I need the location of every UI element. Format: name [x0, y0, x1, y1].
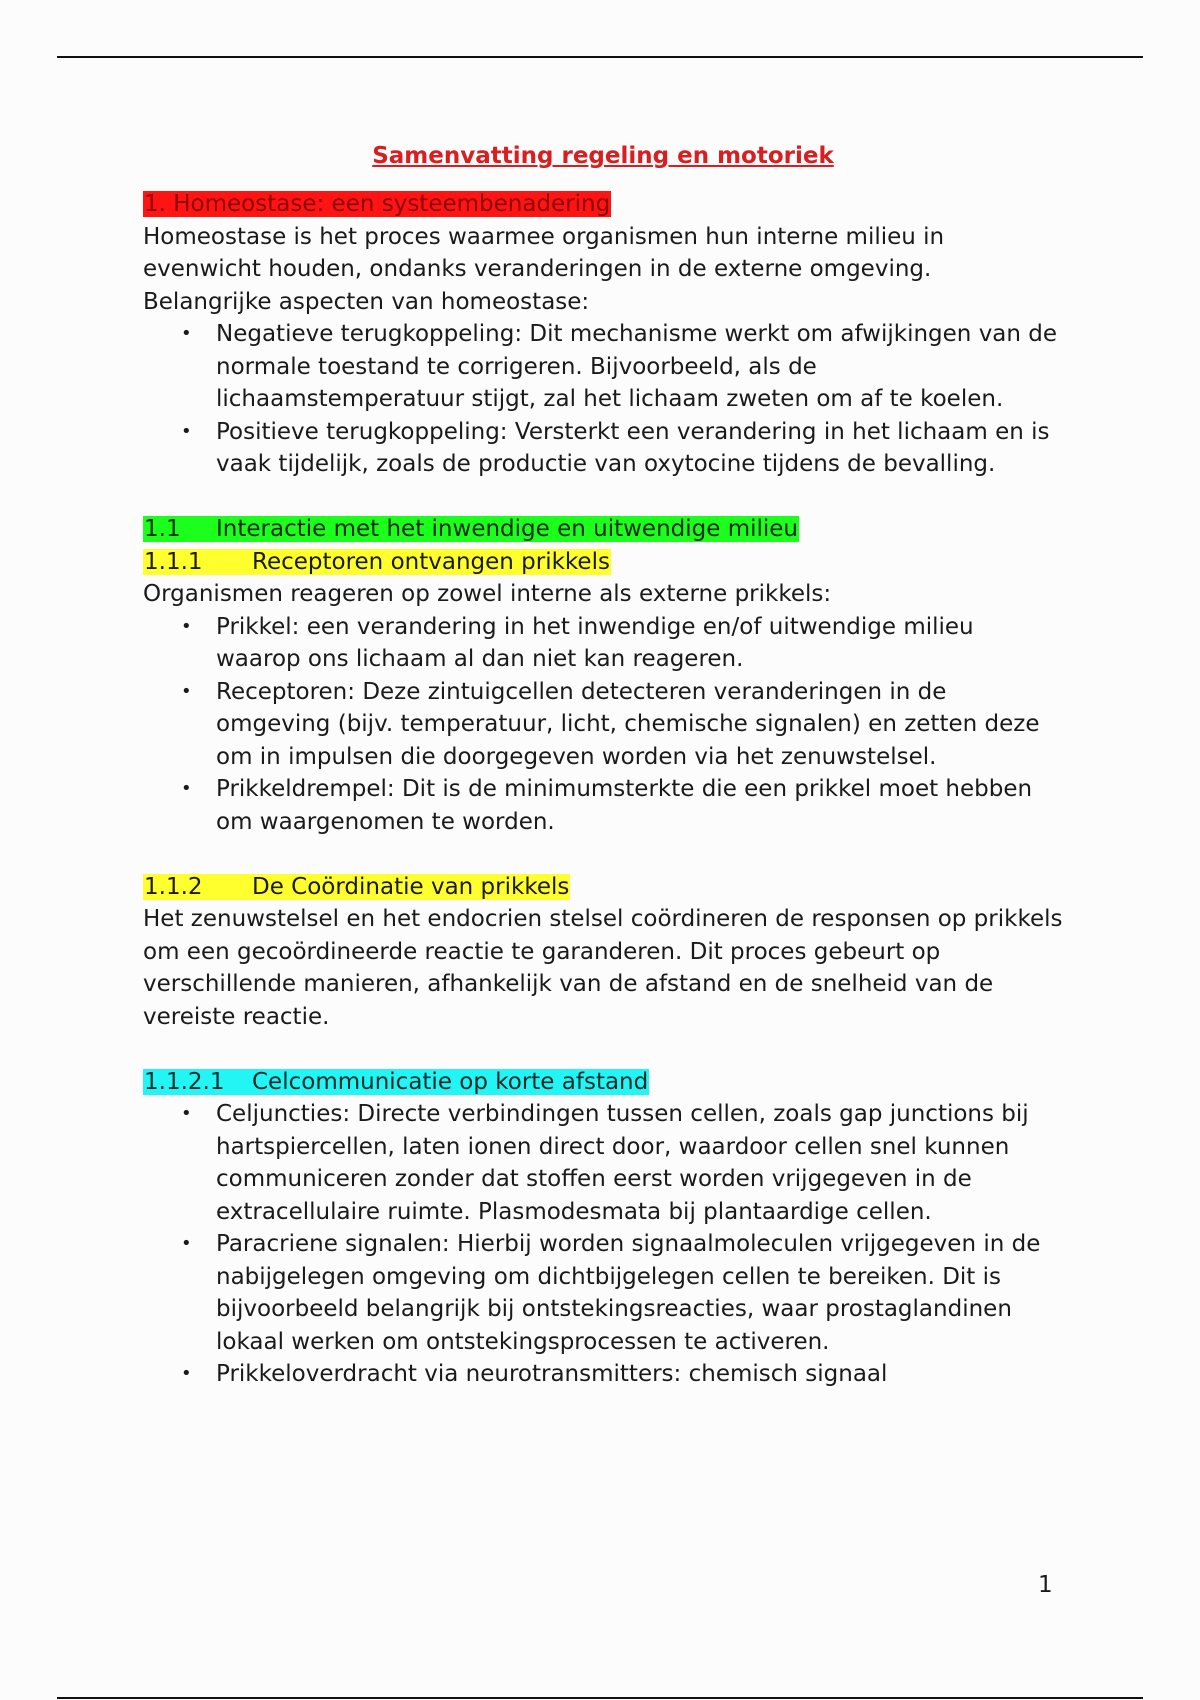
list-item [181, 676, 1063, 774]
section-1-1-heading-text [143, 516, 799, 542]
section-1-1-2-heading [143, 871, 1063, 904]
bullet-icon: • [181, 1363, 192, 1384]
list-item-text: Positieve terugkoppeling: Versterkt een verandering in het lichaam en is vaak tijdelijk, zoals de productie van oxytocine tijdens de bevalling. [216, 418, 1050, 477]
section-1-1-2-intro: Het zenuwstelsel en het endocrien stelsel coördineren de responsen op prikkels om een gecoördineerde reactie te garanderen. Dit proces gebeurt op verschillende manieren, afhankelijk van de afstand en de snelheid van de vereiste reactie. [143, 906, 1063, 1030]
section-number: 1.1.1 [144, 548, 203, 575]
section-title: Celcommunicatie op korte afstand [252, 1068, 649, 1095]
section-1-1-2-1-heading-text [143, 1069, 649, 1095]
list-item-text: Prikkel: een verandering in het inwendige en/of uitwendige milieu waarop ons lichaam al dan niet kan reageren. [216, 613, 974, 672]
header-rule [57, 56, 1143, 58]
spacer [143, 838, 1063, 871]
bullet-icon: • [181, 680, 192, 702]
section-number: 1.1.2.1 [144, 1068, 225, 1095]
document-title: Samenvatting regeling en motoriek [372, 143, 834, 169]
list-item-text: Prikkeldrempel: Dit is de minimumsterkte die een prikkel moet hebben om waargenomen te worden. [216, 776, 1033, 835]
list-item [181, 1228, 1063, 1358]
list-item [181, 1358, 1063, 1391]
section-1-bullet-list [143, 318, 1063, 481]
list-item-text: Receptoren: Deze zintuigcellen detecteren veranderingen in de omgeving (bijv. temperatuur, licht, chemische signalen) en zetten deze om in impulsen die doorgegeven worden via het zenuwstelsel. [216, 678, 1040, 770]
section-number: 1.1.2 [144, 873, 203, 900]
document-body [143, 138, 1063, 1391]
section-1-1-1-bullet-list [143, 611, 1063, 839]
section-1-heading-text: 1. Homeostase: een systeembenadering [144, 191, 611, 217]
section-title: Receptoren ontvangen prikkels [252, 548, 610, 575]
section-1-1-1-intro: Organismen reageren op zowel interne als externe prikkels: [143, 581, 832, 607]
list-item [181, 318, 1063, 416]
footer-rule [57, 1697, 1143, 1699]
section-1-1-1-heading-text [143, 549, 611, 575]
list-item [181, 773, 1063, 838]
page-number: 1 [1038, 1572, 1053, 1598]
list-item [181, 1098, 1063, 1228]
list-item-text: Negatieve terugkoppeling: Dit mechanisme werkt om afwijkingen van de normale toestand te corrigeren. Bijvoorbeeld, als de lichaamstemperatuur stijgt, zal het lichaam zweten om af te koelen. [216, 321, 1058, 412]
spacer [143, 481, 1063, 514]
list-item [181, 611, 1063, 676]
section-1-1-2-1-bullet-list [143, 1098, 1063, 1391]
list-item-text: Prikkeloverdracht via neurotransmitters: chemisch signaal [216, 1361, 888, 1387]
section-1-heading [143, 188, 1063, 221]
section-1-1-2-1-heading [143, 1066, 1063, 1099]
section-1 [143, 188, 1063, 481]
list-item [181, 416, 1063, 481]
bullet-icon: • [181, 323, 192, 344]
bullet-icon: • [181, 615, 192, 637]
section-title: De Coördinatie van prikkels [252, 873, 570, 900]
bullet-icon: • [181, 778, 192, 799]
section-1-1-1-heading [143, 546, 1063, 579]
bullet-icon: • [181, 1233, 192, 1254]
bullet-icon: • [181, 420, 192, 442]
bullet-icon: • [181, 1103, 192, 1124]
list-item-text: Celjuncties: Directe verbindingen tussen cellen, zoals gap junctions bij hartspiercellen, laten ionen direct door, waardoor cellen snel kunnen communiceren zonder dat stoffen eerst worden vrijgegeven in de extracellulaire ruimte. Plasmodesmata bij plantaardige cellen. [216, 1101, 1029, 1225]
list-item-text: Paracriene signalen: Hierbij worden signaalmoleculen vrijgegeven in de nabijgelegen omgeving om dichtbijgelegen cellen te bereiken. Dit is bijvoorbeeld belangrijk bij ontstekingsreacties, waar prostaglandinen lokaal werken om ontstekingsprocessen te activeren. [216, 1231, 1041, 1355]
spacer [143, 1033, 1063, 1066]
section-1-1-heading [143, 513, 1063, 546]
section-title: Interactie met het inwendige en uitwendige milieu [216, 516, 799, 542]
section-number: 1.1 [144, 516, 181, 542]
section-1-1-2-heading-text [143, 874, 570, 900]
section-1-intro: Homeostase is het proces waarmee organismen hun interne milieu in evenwicht houden, ondanks veranderingen in de externe omgeving. Belangrijke aspecten van homeostase: [143, 223, 945, 315]
